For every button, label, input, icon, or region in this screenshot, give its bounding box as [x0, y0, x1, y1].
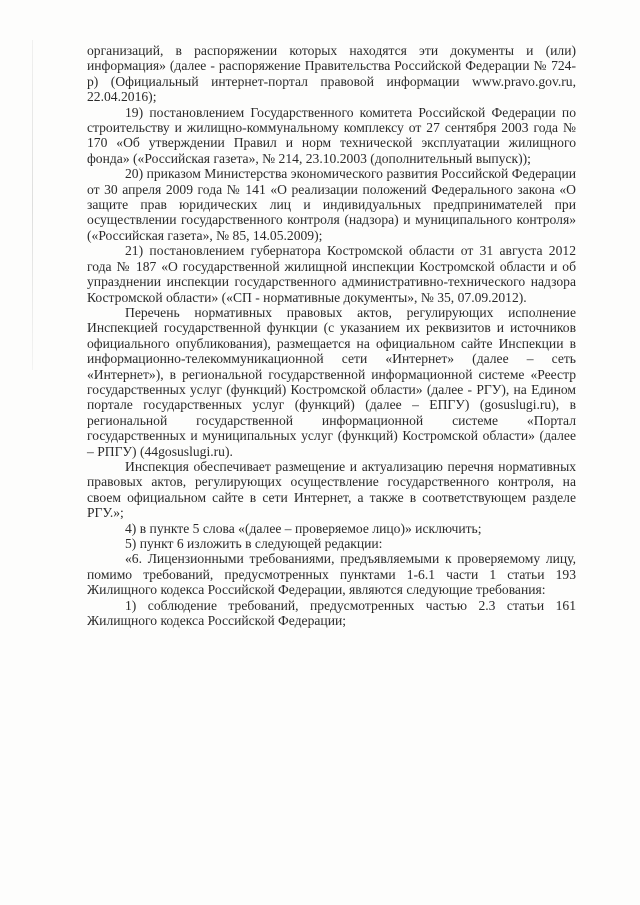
scan-shadow-edge [32, 40, 33, 370]
requirement-item-1: 1) соблюдение требований, предусмотренных частью 2.3 статьи 161 Жилищного кодекса Российской Федерации; [87, 597, 576, 629]
paragraph-punkt-6: «6. Лицензионными требованиями, предъявляемыми к проверяемому лицу, помимо требований, предусмотренных пунктами 1-6.1 части 1 статьи 193 Жилищного кодекса Российской Федерации, являются следующие требования: [87, 551, 576, 598]
list-item-20: 20) приказом Министерства экономического развития Российской Федерации от 30 апреля 2009 года № 141 «О реализации положений Федерального закона «О защите прав юридических лиц и индивидуальных предпринимателей при осуществлении государственного контроля (надзора) и муниципального контроля» («Российская газета», № 85, 14.05.2009); [87, 166, 576, 243]
list-item-19: 19) постановлением Государственного комитета Российской Федерации по строительству и жилищно-коммунальному комплексу от 27 сентября 2003 года № 170 «Об утверждении Правил и норм технической эксплуатации жилищного фонда» («Российская газета», № 214, 23.10.2003 (дополнительный выпуск)); [87, 104, 576, 166]
paragraph-inspektsiya: Инспекция обеспечивает размещение и актуализацию перечня нормативных правовых актов, регулирующих осуществление государственного контроля, на своем официальном сайте в сети Интернет, а также в соответствующем разделе РГУ.»; [87, 458, 576, 521]
list-item-21: 21) постановлением губернатора Костромской области от 31 августа 2012 года № 187 «О государственной жилищной инспекции Костромской области и об упразднении инспекции государственного административно-технического надзора Костромской области» («СП - нормативные документы», № 35, 07.09.2012). [87, 243, 576, 305]
amendment-item-4: 4) в пункте 5 слова «(далее – проверяемое лицо)» исключить; [125, 520, 482, 536]
paragraph-continuation: организаций, в распоряжении которых находятся эти документы и (или) информация» (далее - распоряжение Правительства Российской Федерации № 724-р) (Официальный интернет-портал правовой информации www.pravo.gov.ru, 22.04.2016); [87, 43, 576, 105]
paragraph-perechen: Перечень нормативных правовых актов, регулирующих исполнение Инспекцией государственной функции (с указанием их реквизитов и источников официального опубликования), размещается на официальном сайте Инспекции в информационно-телекоммуникационной сети «Интернет» (далее – сеть «Интернет»), в региональной государственной информационной системе «Реестр государственных услуг (функций) Костромской области» (далее - РГУ), на Едином портале государственных услуг (функций) (далее – ЕПГУ) (gosuslugi.ru), в региональной государственной информационной системе «Портал государственных и муниципальных услуг (функций) Костромской области» (далее – РПГУ) (44gosuslugi.ru). [87, 304, 576, 459]
amendment-item-5: 5) пункт 6 изложить в следующей редакции: [125, 536, 383, 551]
document-body [87, 43, 576, 628]
